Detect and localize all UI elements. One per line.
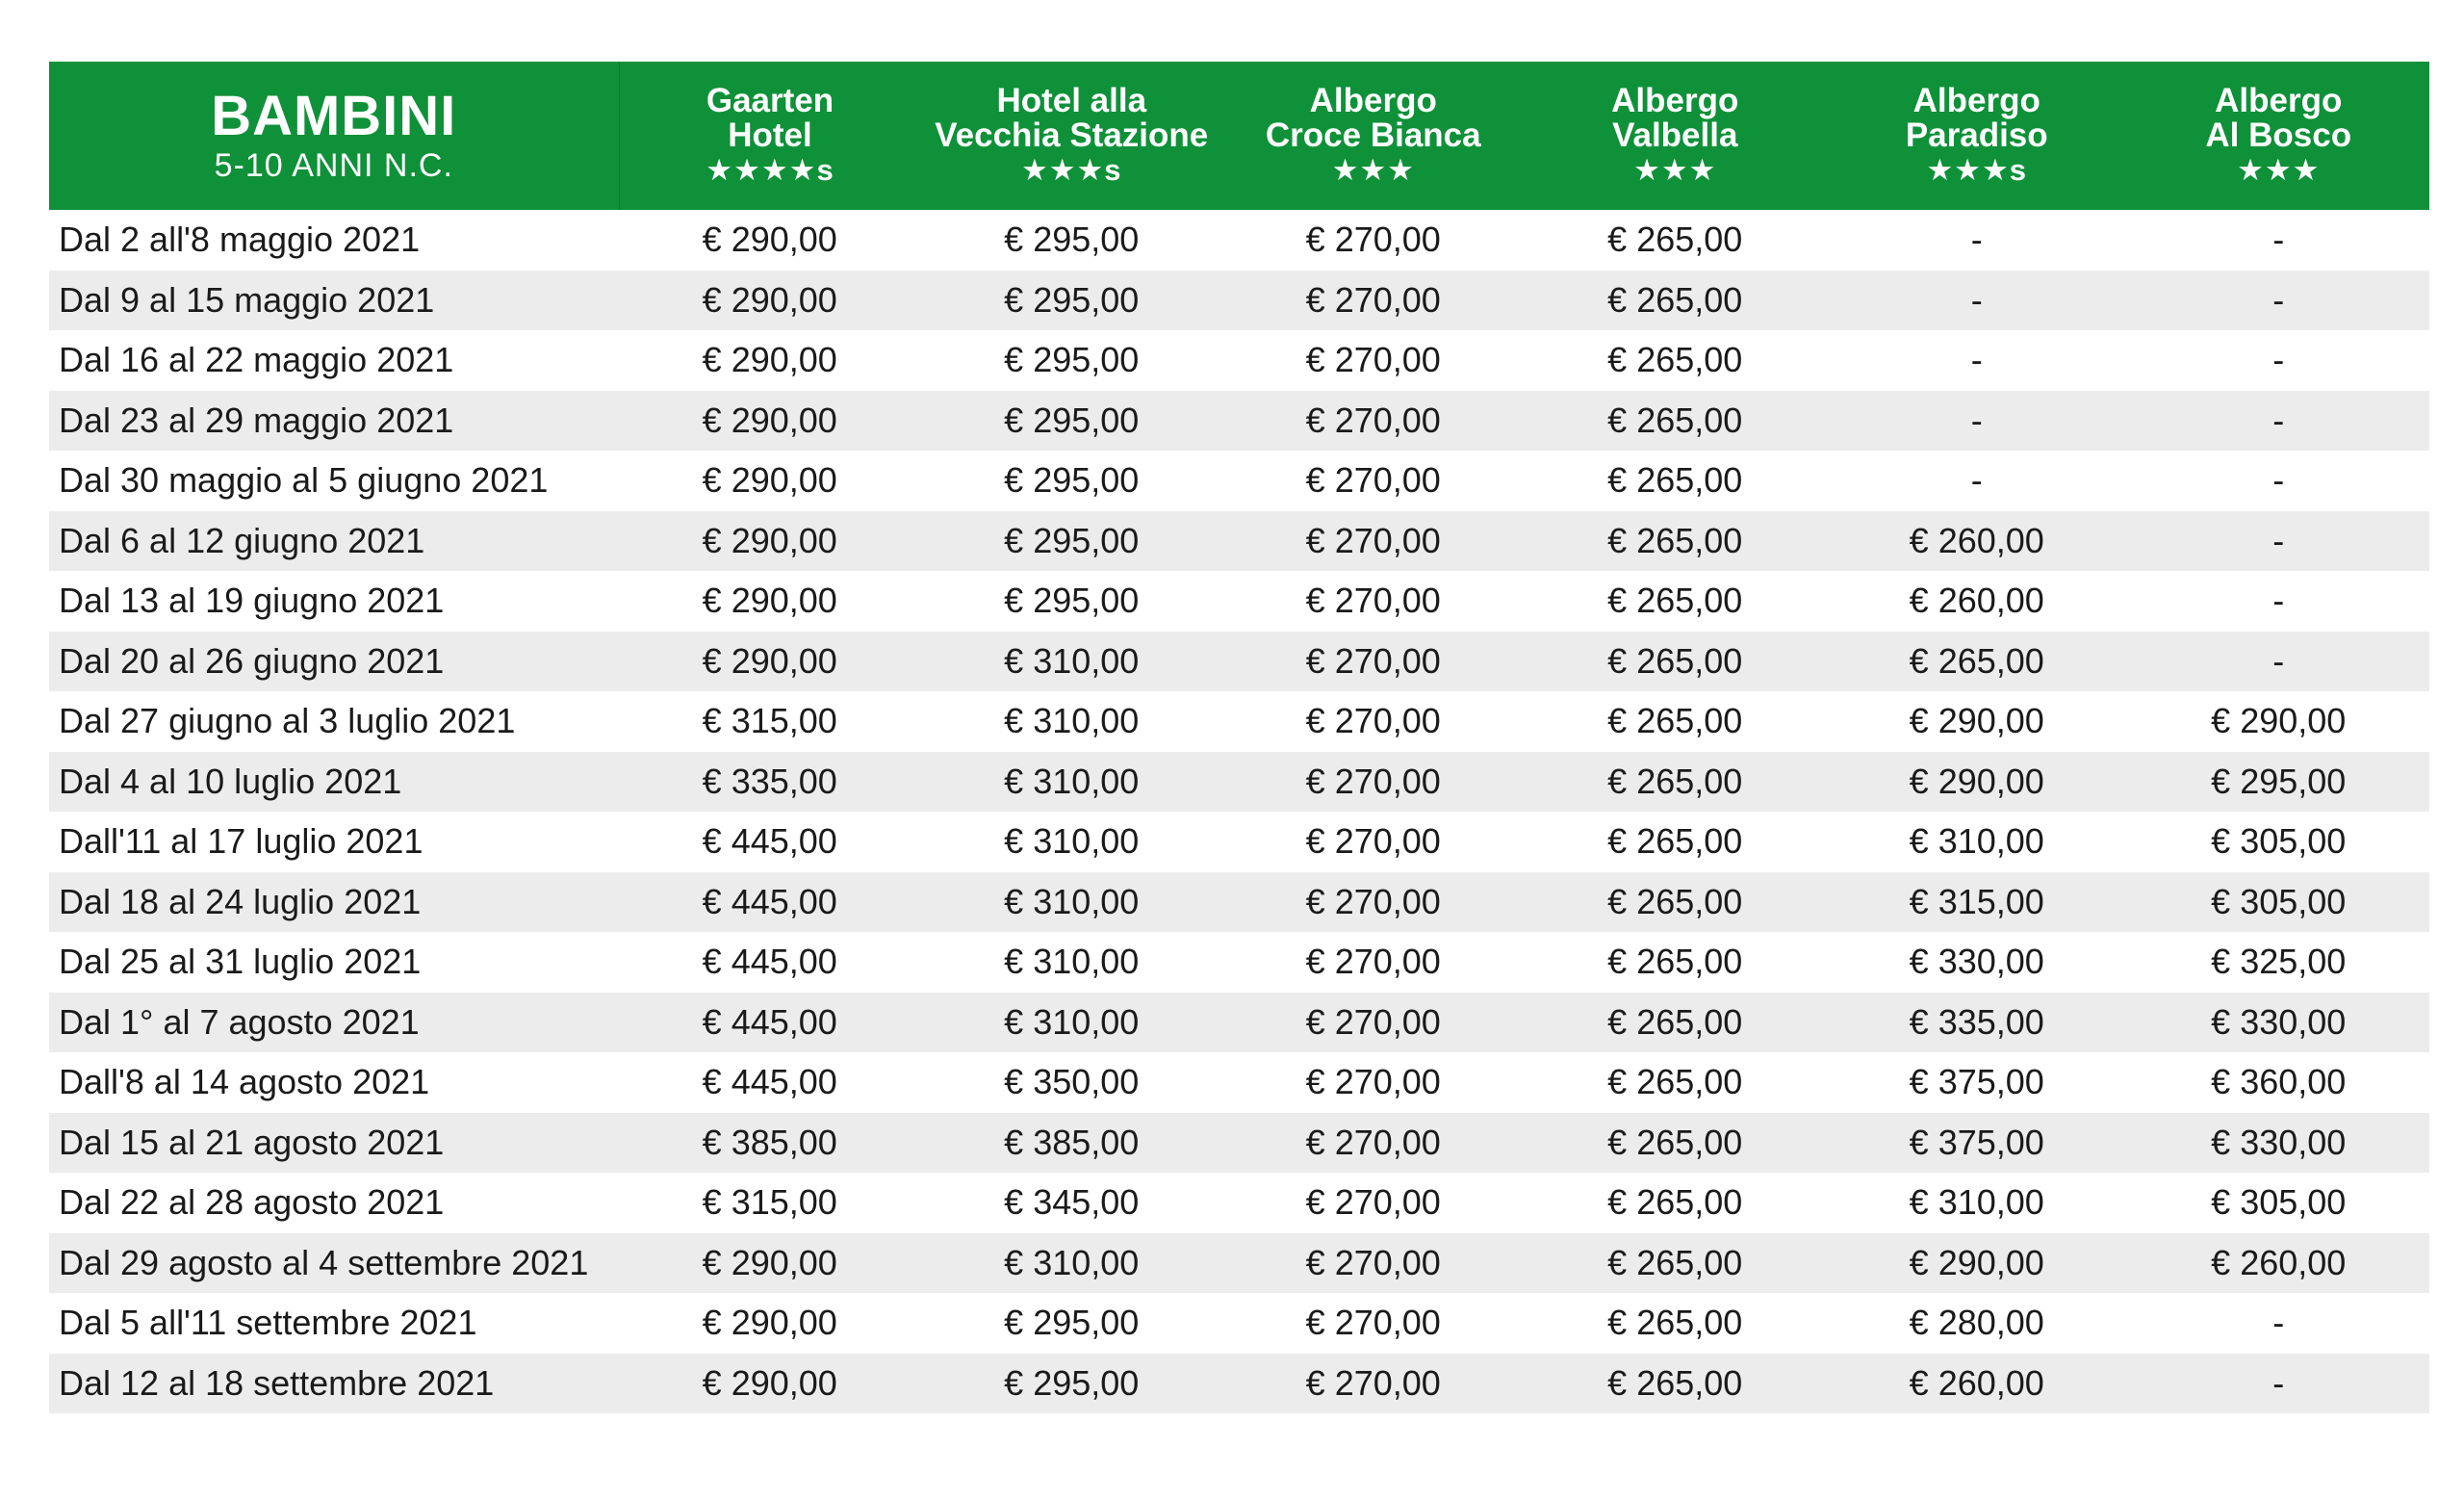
price-cell: € 260,00 bbox=[1909, 581, 2044, 621]
price-cell: € 310,00 bbox=[1909, 821, 2044, 862]
price-cell: € 270,00 bbox=[1305, 942, 1441, 982]
price-cell: € 265,00 bbox=[1607, 581, 1743, 621]
header-row bbox=[49, 62, 2429, 210]
table-row bbox=[49, 1354, 2429, 1414]
table-row bbox=[49, 993, 2429, 1053]
table-row bbox=[49, 330, 2429, 391]
price-cell: - bbox=[2272, 1303, 2285, 1343]
price-cell: € 265,00 bbox=[1607, 1182, 1743, 1223]
period-cell: Dall'11 al 17 luglio 2021 bbox=[59, 821, 424, 862]
table-row bbox=[49, 1173, 2429, 1233]
price-cell: € 445,00 bbox=[702, 1062, 837, 1102]
price-cell: € 310,00 bbox=[921, 632, 1223, 692]
period-cell: Dal 12 al 18 settembre 2021 bbox=[49, 1354, 619, 1414]
price-cell: € 260,00 bbox=[1826, 1354, 2128, 1414]
price-cell: € 270,00 bbox=[1305, 581, 1441, 621]
hotel-name-line1: Albergo bbox=[1309, 82, 1437, 119]
price-cell: € 445,00 bbox=[619, 993, 921, 1053]
table-row bbox=[49, 932, 2429, 993]
price-cell: € 270,00 bbox=[1222, 1113, 1525, 1174]
price-cell: € 325,00 bbox=[2211, 942, 2347, 982]
price-cell: € 270,00 bbox=[1222, 752, 1525, 813]
price-cell: € 265,00 bbox=[1525, 1233, 1827, 1294]
price-cell: € 310,00 bbox=[1004, 942, 1140, 982]
price-cell: € 335,00 bbox=[1826, 993, 2128, 1053]
price-cell: € 270,00 bbox=[1222, 271, 1525, 331]
price-cell: € 265,00 bbox=[1607, 701, 1743, 741]
price-cell: € 290,00 bbox=[619, 511, 921, 572]
table-title: BAMBINI bbox=[211, 85, 457, 147]
price-cell: € 265,00 bbox=[1607, 340, 1743, 380]
hotel-stars-rating: ★★★★s bbox=[706, 153, 834, 187]
period-cell: Dal 16 al 22 maggio 2021 bbox=[59, 340, 454, 380]
price-cell: € 290,00 bbox=[702, 340, 837, 380]
price-cell: - bbox=[2128, 511, 2430, 572]
price-cell: € 265,00 bbox=[1525, 511, 1827, 572]
price-cell: € 265,00 bbox=[1607, 460, 1743, 501]
price-cell: - bbox=[1826, 271, 2128, 331]
price-cell: € 310,00 bbox=[921, 993, 1223, 1053]
price-cell: € 270,00 bbox=[1222, 872, 1525, 933]
table-row bbox=[49, 451, 2429, 511]
hotel-stars-rating: ★★★ bbox=[2237, 153, 2321, 187]
hotel-header-cell bbox=[2128, 62, 2430, 210]
price-cell: - bbox=[1970, 340, 1983, 380]
hotel-name-line2: Vecchia Stazione bbox=[935, 116, 1209, 154]
price-cell: € 290,00 bbox=[1826, 1233, 2128, 1294]
price-cell: € 310,00 bbox=[1004, 821, 1140, 862]
price-cell: € 290,00 bbox=[702, 581, 837, 621]
price-cell: € 360,00 bbox=[2211, 1062, 2347, 1102]
period-cell: Dal 4 al 10 luglio 2021 bbox=[49, 752, 619, 813]
table-row bbox=[49, 571, 2429, 632]
price-cell: € 270,00 bbox=[1222, 391, 1525, 452]
price-cell: - bbox=[2128, 271, 2430, 331]
hotel-name-line2: Hotel bbox=[728, 116, 812, 154]
hotel-stars-rating: ★★★s bbox=[1926, 153, 2028, 187]
price-cell: - bbox=[2128, 391, 2430, 452]
price-cell: € 310,00 bbox=[921, 752, 1223, 813]
price-cell: € 305,00 bbox=[2211, 1182, 2347, 1223]
period-cell: Dal 20 al 26 giugno 2021 bbox=[49, 632, 619, 692]
price-cell: € 270,00 bbox=[1305, 1303, 1441, 1343]
price-cell: € 295,00 bbox=[1004, 581, 1140, 621]
price-cell: € 315,00 bbox=[702, 1182, 837, 1223]
hotel-name-line1: Hotel alla bbox=[996, 82, 1147, 119]
price-cell: € 265,00 bbox=[1525, 1113, 1827, 1174]
table-row bbox=[49, 691, 2429, 752]
price-cell: € 335,00 bbox=[619, 752, 921, 813]
price-cell: € 295,00 bbox=[1004, 340, 1140, 380]
price-cell: - bbox=[1826, 391, 2128, 452]
price-cell: € 290,00 bbox=[1909, 701, 2044, 741]
price-cell: - bbox=[2272, 460, 2285, 501]
price-cell: € 270,00 bbox=[1305, 340, 1441, 380]
period-cell: Dal 22 al 28 agosto 2021 bbox=[59, 1182, 445, 1223]
price-cell: € 295,00 bbox=[1004, 220, 1140, 260]
price-cell: € 295,00 bbox=[1004, 460, 1140, 501]
table-row bbox=[49, 1113, 2429, 1174]
period-cell: Dal 15 al 21 agosto 2021 bbox=[49, 1113, 619, 1174]
hotel-stars-rating: ★★★ bbox=[1331, 153, 1415, 187]
hotel-header-cell bbox=[619, 62, 921, 210]
price-cell: € 265,00 bbox=[1525, 872, 1827, 933]
table-row bbox=[49, 872, 2429, 933]
table-row bbox=[49, 511, 2429, 572]
price-cell: € 270,00 bbox=[1222, 993, 1525, 1053]
price-cell: - bbox=[2128, 632, 2430, 692]
price-cell: € 265,00 bbox=[1525, 271, 1827, 331]
price-cell: € 260,00 bbox=[1826, 511, 2128, 572]
price-cell: € 350,00 bbox=[1004, 1062, 1140, 1102]
price-cell: € 270,00 bbox=[1222, 632, 1525, 692]
price-cell: € 265,00 bbox=[1525, 1354, 1827, 1414]
period-cell: Dall'8 al 14 agosto 2021 bbox=[59, 1062, 430, 1102]
price-cell: € 290,00 bbox=[619, 1354, 921, 1414]
price-cell: - bbox=[2272, 581, 2285, 621]
price-cell: - bbox=[2128, 1354, 2430, 1414]
price-cell: € 385,00 bbox=[921, 1113, 1223, 1174]
hotel-header-cell bbox=[921, 62, 1223, 210]
period-cell: Dal 30 maggio al 5 giugno 2021 bbox=[59, 460, 549, 501]
price-cell: € 310,00 bbox=[921, 1233, 1223, 1294]
price-cell: € 290,00 bbox=[619, 391, 921, 452]
table-row bbox=[49, 1293, 2429, 1354]
price-cell: € 385,00 bbox=[619, 1113, 921, 1174]
price-cell: € 265,00 bbox=[1525, 752, 1827, 813]
price-cell: € 330,00 bbox=[2128, 993, 2430, 1053]
price-cell: € 295,00 bbox=[921, 1354, 1223, 1414]
price-cell: € 270,00 bbox=[1222, 511, 1525, 572]
hotel-stars-rating: ★★★s bbox=[1020, 153, 1122, 187]
price-cell: € 270,00 bbox=[1305, 460, 1441, 501]
price-cell: € 265,00 bbox=[1826, 632, 2128, 692]
table-subtitle: 5-10 ANNI N.C. bbox=[214, 147, 453, 184]
price-cell: € 295,00 bbox=[2128, 752, 2430, 813]
period-cell: Dal 2 all'8 maggio 2021 bbox=[59, 220, 421, 260]
price-cell: € 270,00 bbox=[1305, 1062, 1441, 1102]
price-cell: € 265,00 bbox=[1607, 1303, 1743, 1343]
price-cell: - bbox=[2272, 340, 2285, 380]
hotel-name-line1: Albergo bbox=[1611, 82, 1739, 119]
hotel-name-line1: Gaarten bbox=[706, 82, 834, 119]
price-cell: € 330,00 bbox=[2128, 1113, 2430, 1174]
price-cell: € 295,00 bbox=[1004, 1303, 1140, 1343]
price-cell: € 265,00 bbox=[1607, 1062, 1743, 1102]
price-cell: € 295,00 bbox=[921, 391, 1223, 452]
table-row bbox=[49, 271, 2429, 331]
table-row bbox=[49, 632, 2429, 692]
hotel-name-line2: Al Bosco bbox=[2205, 116, 2352, 154]
period-cell: Dal 6 al 12 giugno 2021 bbox=[49, 511, 619, 572]
price-cell: € 270,00 bbox=[1222, 1233, 1525, 1294]
price-cell: € 305,00 bbox=[2211, 821, 2347, 862]
price-cell: € 290,00 bbox=[619, 632, 921, 692]
price-cell: € 330,00 bbox=[1909, 942, 2044, 982]
table-row bbox=[49, 391, 2429, 452]
price-cell: € 290,00 bbox=[619, 1233, 921, 1294]
price-cell: € 265,00 bbox=[1525, 391, 1827, 452]
table-title-cell bbox=[49, 62, 619, 210]
table-body bbox=[49, 210, 2429, 1413]
period-cell: Dal 1° al 7 agosto 2021 bbox=[49, 993, 619, 1053]
period-cell: Dal 9 al 15 maggio 2021 bbox=[49, 271, 619, 331]
price-cell: € 265,00 bbox=[1607, 220, 1743, 260]
price-cell: € 270,00 bbox=[1305, 220, 1441, 260]
table-row bbox=[49, 1052, 2429, 1113]
price-cell: - bbox=[1970, 220, 1983, 260]
price-cell: € 375,00 bbox=[1909, 1062, 2044, 1102]
price-cell: - bbox=[1970, 460, 1983, 501]
price-cell: € 270,00 bbox=[1305, 701, 1441, 741]
hotel-name-line2: Croce Bianca bbox=[1265, 116, 1481, 154]
table-row bbox=[49, 752, 2429, 813]
price-cell: € 290,00 bbox=[619, 271, 921, 331]
period-cell: Dal 29 agosto al 4 settembre 2021 bbox=[49, 1233, 619, 1294]
price-cell: € 445,00 bbox=[619, 872, 921, 933]
hotel-name-line1: Albergo bbox=[1912, 82, 2040, 119]
table-header bbox=[49, 62, 2429, 210]
price-cell: € 375,00 bbox=[1826, 1113, 2128, 1174]
hotel-header-cell bbox=[1826, 62, 2128, 210]
price-cell: € 290,00 bbox=[702, 1303, 837, 1343]
price-cell: € 295,00 bbox=[921, 511, 1223, 572]
period-cell: Dal 18 al 24 luglio 2021 bbox=[49, 872, 619, 933]
price-cell: € 265,00 bbox=[1607, 821, 1743, 862]
hotel-header-cell bbox=[1222, 62, 1525, 210]
price-cell: - bbox=[2272, 220, 2285, 260]
price-cell: € 290,00 bbox=[702, 460, 837, 501]
price-cell: € 270,00 bbox=[1305, 821, 1441, 862]
price-cell: € 310,00 bbox=[921, 872, 1223, 933]
price-cell: € 315,00 bbox=[702, 701, 837, 741]
price-cell: € 290,00 bbox=[2211, 701, 2347, 741]
price-cell: € 290,00 bbox=[702, 220, 837, 260]
period-cell: Dal 27 giugno al 3 luglio 2021 bbox=[59, 701, 516, 741]
hotel-header-cell bbox=[1525, 62, 1827, 210]
price-cell: € 280,00 bbox=[1909, 1303, 2044, 1343]
price-cell: € 310,00 bbox=[1909, 1182, 2044, 1223]
table-row bbox=[49, 1233, 2429, 1294]
price-cell: € 295,00 bbox=[921, 271, 1223, 331]
price-cell: € 260,00 bbox=[2128, 1233, 2430, 1294]
period-cell: Dal 13 al 19 giugno 2021 bbox=[59, 581, 445, 621]
price-cell: € 315,00 bbox=[1826, 872, 2128, 933]
price-cell: € 270,00 bbox=[1222, 1354, 1525, 1414]
period-cell: Dal 5 all'11 settembre 2021 bbox=[59, 1303, 477, 1343]
hotel-name-line1: Albergo bbox=[2215, 82, 2343, 119]
price-cell: € 445,00 bbox=[702, 821, 837, 862]
price-cell: € 290,00 bbox=[1826, 752, 2128, 813]
table-row bbox=[49, 210, 2429, 271]
price-cell: € 265,00 bbox=[1607, 942, 1743, 982]
period-cell: Dal 23 al 29 maggio 2021 bbox=[49, 391, 619, 452]
table-row bbox=[49, 812, 2429, 872]
hotel-stars-rating: ★★★ bbox=[1633, 153, 1717, 187]
price-cell: € 445,00 bbox=[702, 942, 837, 982]
price-cell: € 265,00 bbox=[1525, 993, 1827, 1053]
period-cell: Dal 25 al 31 luglio 2021 bbox=[59, 942, 422, 982]
hotel-name-line2: Paradiso bbox=[1905, 116, 2048, 154]
price-cell: € 270,00 bbox=[1305, 1182, 1441, 1223]
hotel-name-line2: Valbella bbox=[1612, 116, 1738, 154]
price-cell: € 310,00 bbox=[1004, 701, 1140, 741]
price-cell: € 265,00 bbox=[1525, 632, 1827, 692]
price-cell: € 305,00 bbox=[2128, 872, 2430, 933]
price-cell: € 345,00 bbox=[1004, 1182, 1140, 1223]
price-table bbox=[49, 62, 2429, 1413]
